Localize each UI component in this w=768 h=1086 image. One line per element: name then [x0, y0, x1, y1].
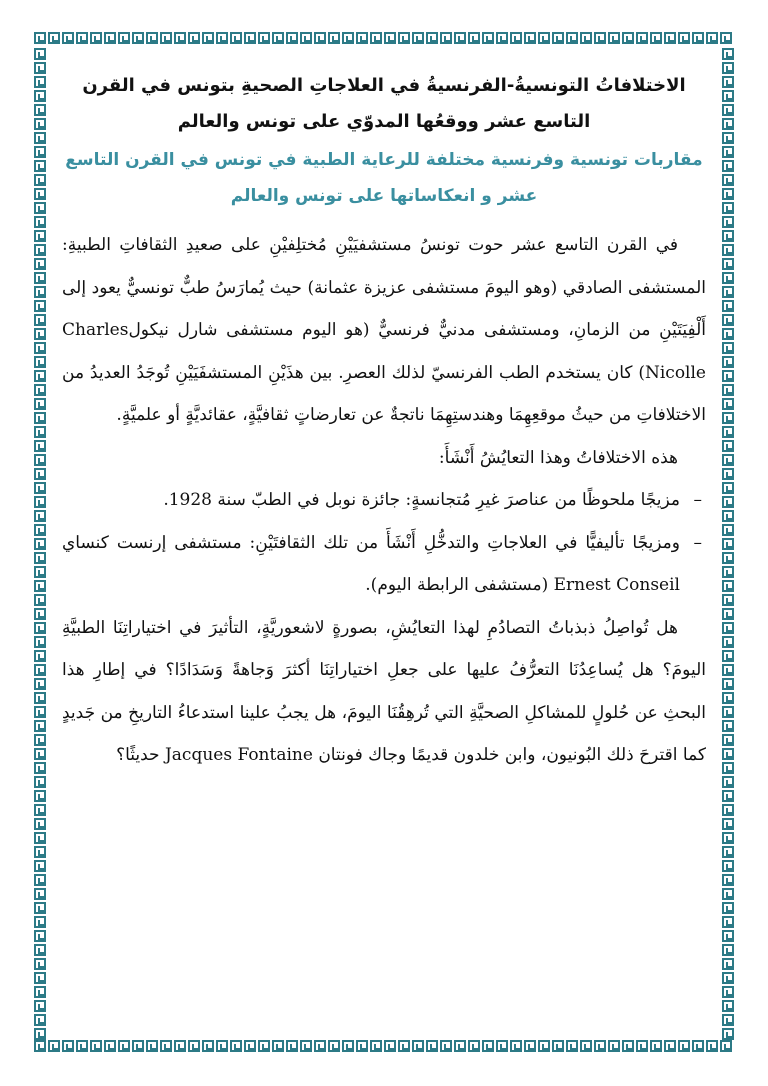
border-tile — [664, 32, 676, 44]
page-border-right — [722, 48, 734, 1040]
border-tile — [722, 174, 734, 186]
border-tile — [722, 930, 734, 942]
border-tile — [412, 1040, 424, 1052]
border-tile — [722, 860, 734, 872]
border-tile — [454, 1040, 466, 1052]
border-tile — [608, 1040, 620, 1052]
list — [62, 479, 706, 607]
page-border-top — [34, 32, 732, 44]
border-tile — [244, 1040, 256, 1052]
border-tile — [524, 1040, 536, 1052]
border-tile — [34, 1028, 46, 1040]
border-tile — [34, 524, 46, 536]
border-tile — [722, 720, 734, 732]
border-tile — [34, 454, 46, 466]
border-tile — [146, 1040, 158, 1052]
border-tile — [722, 244, 734, 256]
border-tile — [34, 734, 46, 746]
border-tile — [34, 944, 46, 956]
border-tile — [34, 874, 46, 886]
border-tile — [34, 146, 46, 158]
border-tile — [258, 32, 270, 44]
border-tile — [722, 132, 734, 144]
border-tile — [34, 258, 46, 270]
border-tile — [188, 1040, 200, 1052]
border-tile — [34, 636, 46, 648]
border-tile — [722, 258, 734, 270]
border-tile — [722, 580, 734, 592]
border-tile — [722, 342, 734, 354]
border-tile — [202, 32, 214, 44]
border-tile — [722, 678, 734, 690]
border-tile — [34, 860, 46, 872]
border-tile — [230, 1040, 242, 1052]
border-tile — [722, 916, 734, 928]
border-tile — [722, 944, 734, 956]
border-tile — [722, 902, 734, 914]
border-tile — [34, 706, 46, 718]
border-tile — [524, 32, 536, 44]
border-tile — [722, 314, 734, 326]
border-tile — [722, 230, 734, 242]
border-tile — [258, 1040, 270, 1052]
border-tile — [594, 32, 606, 44]
border-tile — [706, 32, 718, 44]
border-tile — [722, 958, 734, 970]
border-tile — [722, 552, 734, 564]
border-tile — [272, 32, 284, 44]
border-tile — [722, 874, 734, 886]
border-tile — [34, 692, 46, 704]
list-item-text: ومزيجًا تأليفيًّا في العلاجاتِ والتدخُّلِ أَنْشَأَ من تلك الثقافتَيْنِ: مستشفى إرنست كنساي Ernest Conseil (مستشفى الرابطة اليوم). — [62, 532, 680, 595]
border-tile — [482, 1040, 494, 1052]
border-tile — [722, 636, 734, 648]
border-tile — [440, 1040, 452, 1052]
border-tile — [34, 608, 46, 620]
border-tile — [34, 552, 46, 564]
paragraph-1: في القرن التاسع عشر حوت تونسُ مستشفيَيْنِ مُختلِفيْنِ على صعيدِ الثقافاتِ الطبيةِ: المستشفى الصادقي (وهو اليومَ مستشفى عزيزة عثمانة) حيث يُمارَسُ طبٌّ تونسيٌّ يعود إلى أَلْفِيَتَيْنِ من الزمانِ، ومستشفى مدنيٌّ فرنسيٌّ (هو اليوم مستشفى شارل نيكولCharles Nicolle) كان يستخدم الطب الفرنسيّ لذلك العصرِ. بين هذَيْنِ المستشفَيَيْنِ تُوجَدُ العديدُ من الاختلافاتِ من حيثُ موقعِهِمَا وهندستِهِمَا ناتجةٌ عن تعارضاتٍ ثقافيَّةٍ، عقائديَّةٍ أو علميَّةٍ. — [62, 235, 706, 425]
border-tile — [664, 1040, 676, 1052]
border-tile — [34, 426, 46, 438]
border-tile — [722, 818, 734, 830]
border-tile — [34, 412, 46, 424]
border-tile — [722, 118, 734, 130]
page-border-bottom — [34, 1040, 732, 1052]
border-tile — [468, 1040, 480, 1052]
border-tile — [34, 650, 46, 662]
border-tile — [722, 776, 734, 788]
border-tile — [34, 790, 46, 802]
border-tile — [34, 62, 46, 74]
border-tile — [272, 1040, 284, 1052]
border-tile — [34, 776, 46, 788]
border-tile — [34, 356, 46, 368]
border-tile — [356, 32, 368, 44]
border-tile — [722, 538, 734, 550]
border-tile — [426, 32, 438, 44]
border-tile — [722, 426, 734, 438]
border-tile — [62, 32, 74, 44]
border-tile — [34, 804, 46, 816]
border-tile — [34, 580, 46, 592]
border-tile — [342, 1040, 354, 1052]
border-tile — [720, 1040, 732, 1052]
border-tile — [552, 1040, 564, 1052]
border-tile — [650, 32, 662, 44]
border-tile — [552, 32, 564, 44]
border-tile — [34, 398, 46, 410]
border-tile — [34, 440, 46, 452]
border-tile — [34, 104, 46, 116]
border-tile — [722, 524, 734, 536]
border-tile — [34, 748, 46, 760]
border-tile — [580, 1040, 592, 1052]
border-tile — [314, 32, 326, 44]
border-tile — [722, 370, 734, 382]
border-tile — [722, 804, 734, 816]
border-tile — [34, 90, 46, 102]
border-tile — [216, 1040, 228, 1052]
border-tile — [34, 342, 46, 354]
border-tile — [34, 916, 46, 928]
border-tile — [34, 482, 46, 494]
border-tile — [34, 174, 46, 186]
border-tile — [510, 1040, 522, 1052]
border-tile — [722, 566, 734, 578]
border-tile — [722, 356, 734, 368]
border-tile — [722, 846, 734, 858]
border-tile — [34, 230, 46, 242]
paragraph-3: هل تُواصِلُ ذبذباتُ التصادُمِ لهذا التعايُشِ، بصورةٍ لاشعوريَّةٍ، التأثيرَ في اختياراتِنَا الطبيَّةِ اليومَ؟ هل يُساعِدُنَا التعرُّفُ عليها على جعلِ اختياراتِنَا أكثرَ وَجاهةً وَسَدَادًا؟ في إطارِ هذا البحثِ عن حُلولٍ للمشاكلِ الصحيَّةِ التي تُرهِقُنَا اليومَ، هل يجبُ علينا استدعاءُ التاريخِ من جَديدٍ كما اقترحَ ذلك البُونيون، وابن خلدون قديمًا وجاك فونتان Jacques Fontaine حديثًا؟ — [62, 617, 706, 765]
document-title: الاختلافاتُ التونسيةُ-الفرنسيةُ في العلاجاتِ الصحيةِ بتونس في القرن التاسع عشر ووقعُها المدوّي على تونس والعالم — [82, 75, 686, 132]
border-tile — [34, 286, 46, 298]
border-tile — [188, 32, 200, 44]
border-tile — [692, 32, 704, 44]
border-tile — [722, 300, 734, 312]
border-tile — [412, 32, 424, 44]
border-tile — [722, 62, 734, 74]
border-tile — [34, 888, 46, 900]
border-tile — [34, 118, 46, 130]
border-tile — [300, 1040, 312, 1052]
border-tile — [722, 440, 734, 452]
border-tile — [594, 1040, 606, 1052]
border-tile — [722, 972, 734, 984]
border-tile — [104, 32, 116, 44]
border-tile — [496, 1040, 508, 1052]
border-tile — [722, 90, 734, 102]
document-body — [62, 68, 706, 777]
document-subtitle: مقاربات تونسية وفرنسية مختلفة للرعاية الطبية في تونس في القرن التاسع عشر و انعكاساتها على تونس والعالم — [65, 150, 703, 206]
border-tile — [34, 930, 46, 942]
border-tile — [722, 384, 734, 396]
border-tile — [722, 510, 734, 522]
border-tile — [34, 972, 46, 984]
border-tile — [48, 1040, 60, 1052]
border-tile — [34, 566, 46, 578]
border-tile — [482, 32, 494, 44]
border-tile — [706, 1040, 718, 1052]
border-tile — [692, 1040, 704, 1052]
border-tile — [34, 832, 46, 844]
border-tile — [566, 32, 578, 44]
border-tile — [722, 748, 734, 760]
border-tile — [622, 1040, 634, 1052]
border-tile — [34, 328, 46, 340]
border-tile — [722, 482, 734, 494]
border-tile — [34, 958, 46, 970]
border-tile — [722, 706, 734, 718]
border-tile — [34, 986, 46, 998]
border-tile — [722, 146, 734, 158]
border-tile — [34, 244, 46, 256]
border-tile — [468, 32, 480, 44]
border-tile — [440, 32, 452, 44]
border-tile — [174, 1040, 186, 1052]
page-border-left — [34, 48, 46, 1040]
border-tile — [538, 1040, 550, 1052]
border-tile — [722, 216, 734, 228]
border-tile — [34, 594, 46, 606]
border-tile — [722, 664, 734, 676]
border-tile — [34, 202, 46, 214]
border-tile — [34, 468, 46, 480]
border-tile — [34, 384, 46, 396]
border-tile — [174, 32, 186, 44]
border-tile — [34, 272, 46, 284]
border-tile — [722, 398, 734, 410]
border-tile — [722, 986, 734, 998]
border-tile — [34, 1014, 46, 1026]
border-tile — [722, 650, 734, 662]
border-tile — [384, 32, 396, 44]
border-tile — [722, 832, 734, 844]
border-tile — [34, 1000, 46, 1012]
border-tile — [496, 32, 508, 44]
border-tile — [76, 1040, 88, 1052]
border-tile — [722, 454, 734, 466]
border-tile — [722, 412, 734, 424]
border-tile — [722, 188, 734, 200]
border-tile — [118, 32, 130, 44]
border-tile — [722, 608, 734, 620]
border-tile — [384, 1040, 396, 1052]
border-tile — [370, 32, 382, 44]
border-tile — [722, 328, 734, 340]
border-tile — [722, 496, 734, 508]
border-tile — [580, 32, 592, 44]
border-tile — [230, 32, 242, 44]
border-tile — [34, 300, 46, 312]
list-item — [62, 479, 706, 522]
border-tile — [76, 32, 88, 44]
border-tile — [34, 1040, 46, 1052]
list-item — [62, 522, 706, 607]
border-tile — [202, 1040, 214, 1052]
border-tile — [722, 692, 734, 704]
border-tile — [722, 468, 734, 480]
border-tile — [722, 1000, 734, 1012]
border-tile — [538, 32, 550, 44]
border-tile — [370, 1040, 382, 1052]
border-tile — [34, 664, 46, 676]
border-tile — [34, 160, 46, 172]
border-tile — [510, 32, 522, 44]
border-tile — [62, 1040, 74, 1052]
border-tile — [104, 1040, 116, 1052]
border-tile — [722, 594, 734, 606]
border-tile — [722, 48, 734, 60]
border-tile — [328, 1040, 340, 1052]
border-tile — [146, 32, 158, 44]
border-tile — [328, 32, 340, 44]
border-tile — [398, 32, 410, 44]
border-tile — [34, 678, 46, 690]
border-tile — [48, 32, 60, 44]
border-tile — [314, 1040, 326, 1052]
border-tile — [34, 538, 46, 550]
border-tile — [356, 1040, 368, 1052]
border-tile — [722, 286, 734, 298]
border-tile — [722, 622, 734, 634]
border-tile — [722, 734, 734, 746]
border-tile — [90, 32, 102, 44]
border-tile — [34, 622, 46, 634]
border-tile — [722, 1028, 734, 1040]
border-tile — [622, 32, 634, 44]
border-tile — [90, 1040, 102, 1052]
border-tile — [34, 370, 46, 382]
border-tile — [454, 32, 466, 44]
border-tile — [650, 1040, 662, 1052]
border-tile — [34, 902, 46, 914]
border-tile — [118, 1040, 130, 1052]
border-tile — [678, 1040, 690, 1052]
border-tile — [722, 790, 734, 802]
list-dash: – — [693, 532, 702, 553]
border-tile — [608, 32, 620, 44]
border-tile — [34, 496, 46, 508]
border-tile — [34, 216, 46, 228]
border-tile — [300, 32, 312, 44]
border-tile — [722, 762, 734, 774]
border-tile — [722, 76, 734, 88]
border-tile — [722, 104, 734, 116]
border-tile — [722, 1014, 734, 1026]
border-tile — [722, 888, 734, 900]
border-tile — [566, 1040, 578, 1052]
border-tile — [34, 188, 46, 200]
border-tile — [34, 846, 46, 858]
border-tile — [636, 1040, 648, 1052]
border-tile — [286, 1040, 298, 1052]
border-tile — [160, 32, 172, 44]
border-tile — [722, 202, 734, 214]
border-tile — [34, 762, 46, 774]
border-tile — [132, 32, 144, 44]
border-tile — [132, 1040, 144, 1052]
border-tile — [636, 32, 648, 44]
border-tile — [722, 160, 734, 172]
border-tile — [160, 1040, 172, 1052]
border-tile — [34, 510, 46, 522]
border-tile — [34, 818, 46, 830]
border-tile — [398, 1040, 410, 1052]
border-tile — [34, 720, 46, 732]
border-tile — [216, 32, 228, 44]
border-tile — [426, 1040, 438, 1052]
border-tile — [34, 76, 46, 88]
border-tile — [244, 32, 256, 44]
border-tile — [678, 32, 690, 44]
border-tile — [34, 314, 46, 326]
border-tile — [34, 32, 46, 44]
border-tile — [722, 272, 734, 284]
list-item-text: مزيجًا ملحوظًا من عناصرَ غيرِ مُتجانسةٍ: جائزة نوبل في الطبّ سنة 1928. — [163, 490, 680, 510]
border-tile — [34, 132, 46, 144]
list-dash: – — [693, 490, 702, 510]
border-tile — [34, 48, 46, 60]
paragraph-2: هذه الاختلافاتُ وهذا التعايُشُ أَنْشَأَ: — [438, 447, 678, 468]
border-tile — [720, 32, 732, 44]
border-tile — [286, 32, 298, 44]
border-tile — [342, 32, 354, 44]
